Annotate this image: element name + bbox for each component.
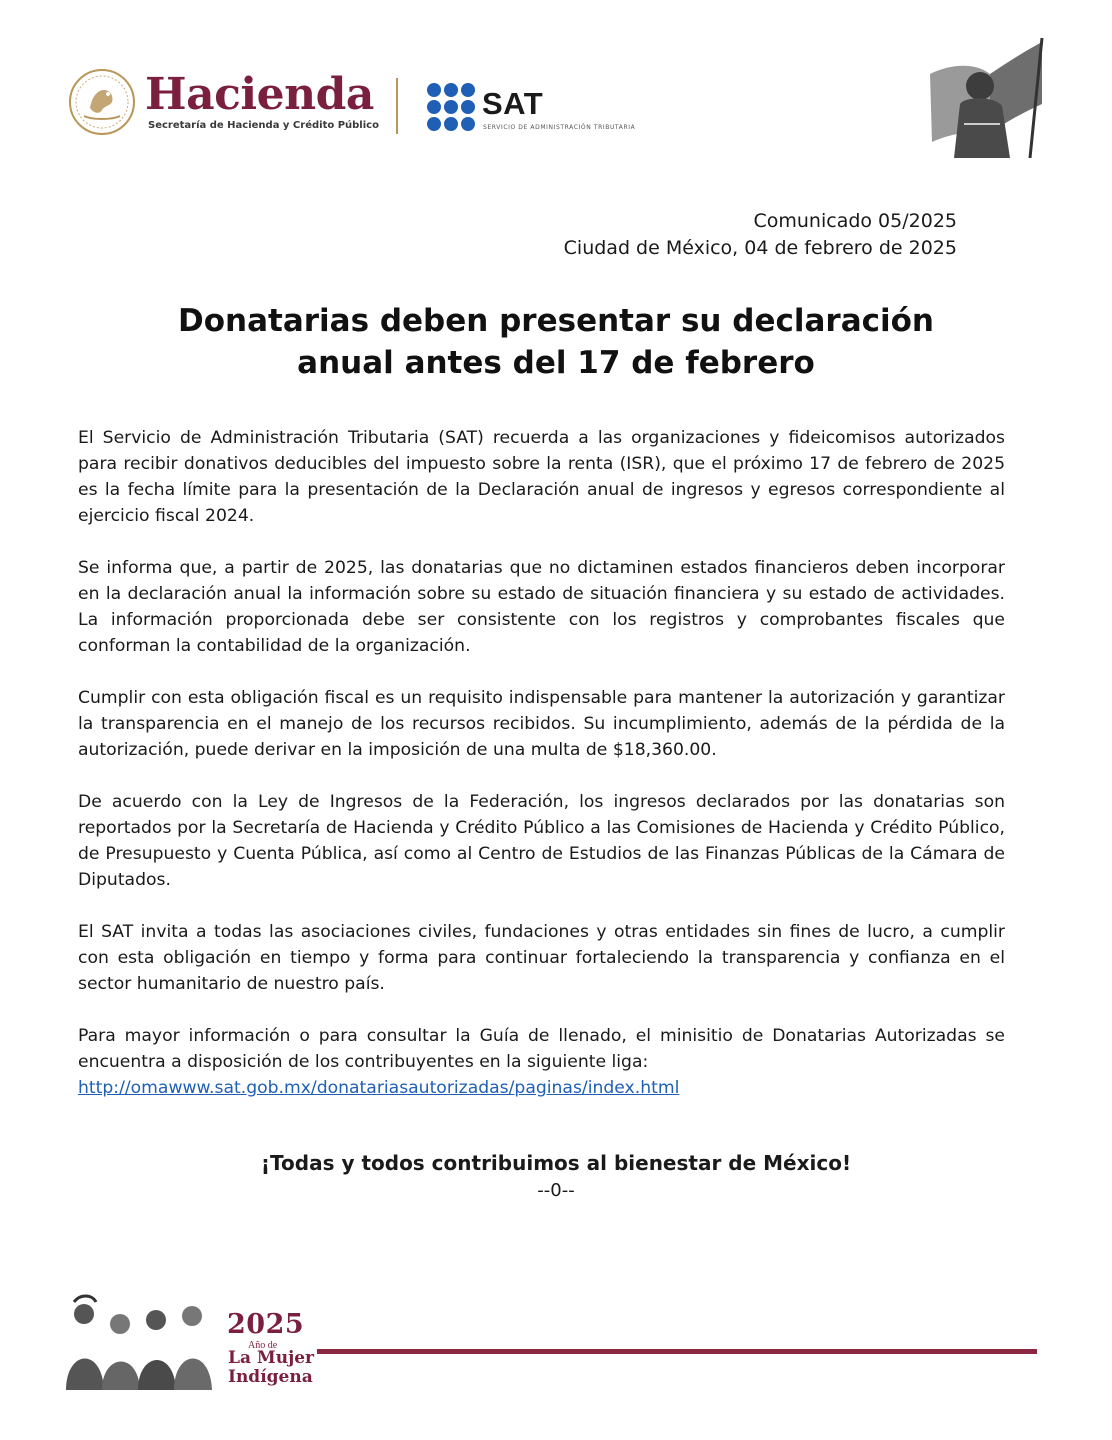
- communique-number: Comunicado 05/2025: [753, 210, 957, 232]
- paragraph-5: El SAT invita a todas las asociaciones civiles, fundaciones y otras entidades sin fines de lucro, a cumplir con esta obligación en tiempo y forma para continuar fortaleciendo la transparencia y confianza en el sector humanitario de nuestro país.: [78, 922, 1005, 994]
- article-body: [78, 425, 1005, 1101]
- paragraph-2: Se informa que, a partir de 2025, las donatarias que no dictaminen estados financieros deben incorporar en la declaración anual la información sobre su estado de situación financiera y su estado de actividades. La información proporcionada debe ser consistente con los registros y comprobantes fiscales que conforman la contabilidad de la organización.: [78, 558, 1005, 656]
- footer-divider-line: [317, 1349, 1037, 1354]
- indigenous-women-illustration-icon: [58, 1290, 220, 1390]
- flag-heroine-illustration-icon: [920, 34, 1048, 160]
- donatarias-link[interactable]: http://omawww.sat.gob.mx/donatariasautorizadas/paginas/index.html: [78, 1078, 680, 1098]
- dateline: [564, 208, 957, 262]
- sat-logo-text: SAT: [482, 86, 544, 121]
- sat-dots-icon: [426, 82, 476, 132]
- eagle-seal-icon: [68, 68, 136, 136]
- paragraph-6-text: Para mayor información o para consultar la Guía de llenado, el minisitio de Donatarias Autorizadas se encuentra a disposición de los contribuyentes en la siguiente liga:: [78, 1026, 1005, 1072]
- year-2025-text: 2025: [227, 1309, 305, 1340]
- title-line-2: anual antes del 17 de febrero: [297, 345, 815, 381]
- logo-divider: [396, 78, 398, 134]
- page-title: [0, 300, 1112, 384]
- sat-logo-subtitle: SERVICIO DE ADMINISTRACIÓN TRIBUTARIA: [483, 124, 636, 131]
- la-mujer-text: La Mujer: [228, 1348, 314, 1368]
- paragraph-3: Cumplir con esta obligación fiscal es un requisito indispensable para mantener la autorización y garantizar la transparencia en el manejo de los recursos recibidos. Su incumplimiento, además de la pérdida de la autorización, puede derivar en la imposición de una multa de $18,360.00.: [78, 688, 1005, 760]
- end-mark: --0--: [537, 1180, 575, 1201]
- hacienda-logo-subtitle: Secretaría de Hacienda y Crédito Público: [148, 120, 379, 131]
- closing-slogan: ¡Todas y todos contribuimos al bienestar de México!: [260, 1151, 852, 1175]
- indigena-text: Indígena: [228, 1367, 313, 1387]
- title-line-1: Donatarias deben presentar su declaración: [177, 303, 935, 339]
- place-and-date: Ciudad de México, 04 de febrero de 2025: [563, 237, 957, 259]
- paragraph-4: De acuerdo con la Ley de Ingresos de la Federación, los ingresos declarados por las donatarias son reportados por la Secretaría de Hacienda y Crédito Público a las Comisiones de Hacienda y Crédito Público, de Presupuesto y Cuenta Pública, así como al Centro de Estudios de las Finanzas Públicas de la Cámara de Diputados.: [78, 792, 1005, 890]
- hacienda-logo-text: Hacienda: [145, 69, 374, 120]
- paragraph-1: El Servicio de Administración Tributaria (SAT) recuerda a las organizaciones y fideicomisos autorizados para recibir donativos deducibles del impuesto sobre la renta (ISR), que el próximo 17 de febrero de 2025 es la fecha límite para la presentación de la Declaración anual de ingresos y egresos correspondiente al ejercicio fiscal 2024.: [78, 428, 1005, 526]
- paragraph-6: [78, 1023, 1005, 1101]
- year-subtitle: Año de: [248, 1340, 278, 1351]
